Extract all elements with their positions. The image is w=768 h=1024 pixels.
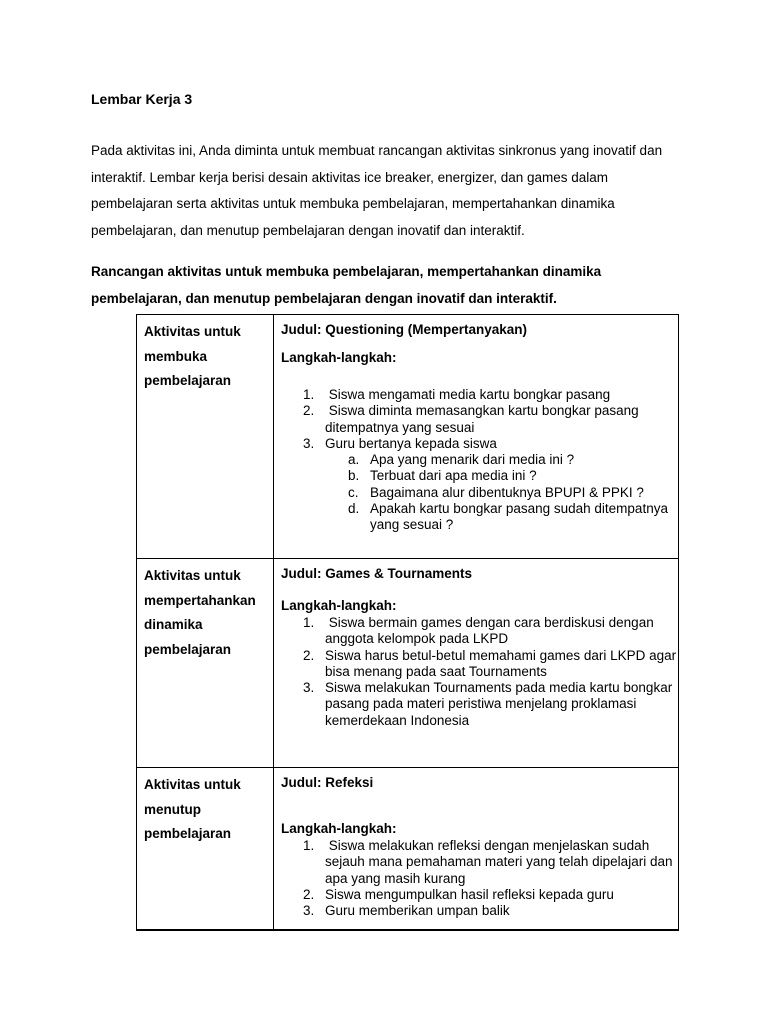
substep-text: Apakah kartu bongkar pasang sudah ditempatnya yang sesuai ? [370, 501, 668, 533]
section-heading: Rancangan aktivitas untuk membuka pembelajaran, mempertahankan dinamika pembelajaran, dan menutup pembelajaran dengan inovatif dan interaktif. [91, 264, 602, 306]
step-number: 3. [303, 903, 315, 919]
activity-label-line: dinamika [144, 617, 203, 632]
langkah-heading: Langkah-langkah: [281, 598, 397, 613]
list-item [281, 436, 678, 534]
list-item [325, 468, 678, 484]
step-text: Siswa bermain games dengan cara berdiskusi dengan anggota kelompok pada LKPD [325, 615, 658, 647]
table-row [137, 768, 679, 930]
table-row [137, 559, 679, 768]
step-number: 2. [303, 886, 315, 902]
steps-list [281, 615, 678, 729]
substep-text: Bagaimana alur dibentuknya BPUPI & PPKI ? [370, 484, 644, 500]
activity-label-line: membuka [144, 348, 208, 364]
substep-letter: a. [348, 452, 360, 468]
step-text: Guru bertanya kepada siswa [325, 435, 497, 451]
activity-label-cell [137, 315, 274, 559]
list-item [281, 615, 678, 648]
step-number: 2. [303, 403, 315, 419]
list-item [281, 387, 678, 403]
step-text: Siswa mengumpulkan hasil refleksi kepada guru [325, 886, 614, 902]
step-number: 3. [303, 435, 315, 451]
step-text: Siswa melakukan Tournaments pada media kartu bongkar pasang pada materi peristiwa menjelang proklamasi kemerdekaan Indonesia [325, 680, 673, 728]
list-item [281, 903, 678, 919]
activity-label-cell [137, 768, 274, 930]
page-title: Lembar Kerja 3 [91, 91, 193, 107]
activity-label-line: pembelajaran [144, 641, 232, 657]
list-item [325, 501, 678, 534]
activity-table [136, 314, 679, 931]
activity-label-line: Aktivitas untuk [144, 777, 241, 792]
activity-label-line: pembelajaran [144, 826, 232, 841]
substep-letter: c. [348, 484, 359, 500]
langkah-heading: Langkah-langkah: [281, 350, 397, 365]
substep-letter: d. [348, 501, 360, 517]
activity-label-line: mempertahankan [144, 592, 256, 608]
activity-label-cell [137, 559, 274, 768]
step-text: Siswa melakukan refleksi dengan menjelaskan sudah sejauh mana pemahaman materi yang telah dipelajari dan apa yang masih kurang [325, 838, 677, 886]
activity-content-cell [274, 315, 679, 559]
step-number: 1. [303, 615, 315, 630]
substeps-list [325, 452, 678, 533]
langkah-heading: Langkah-langkah: [281, 821, 397, 836]
step-text: Guru memberikan umpan balik [325, 903, 510, 919]
activity-judul: Judul: Questioning (Mempertanyakan) [281, 322, 528, 337]
list-item [281, 648, 678, 681]
activity-label-line: pembelajaran [144, 373, 232, 388]
step-number: 1. [303, 387, 315, 402]
list-item [325, 452, 678, 468]
list-item [325, 485, 678, 501]
activity-judul: Judul: Refeksi [281, 775, 374, 790]
activity-label-line: Aktivitas untuk [144, 324, 241, 339]
substep-text: Terbuat dari apa media ini ? [370, 468, 537, 484]
steps-list [281, 387, 678, 534]
activity-label-line: menutup [144, 801, 201, 817]
table-row [137, 315, 679, 559]
step-text: Siswa mengamati media kartu bongkar pasang [325, 387, 611, 402]
activity-content-cell [274, 559, 679, 768]
substep-letter: b. [348, 468, 360, 484]
list-item [281, 887, 678, 903]
substep-text: Apa yang menarik dari media ini ? [370, 452, 575, 468]
step-text: Siswa diminta memasangkan kartu bongkar pasang ditempatnya yang sesuai [325, 403, 643, 435]
step-number: 3. [303, 680, 315, 696]
activity-content-cell [274, 768, 679, 930]
activity-judul: Judul: Games & Tournaments [281, 566, 473, 581]
steps-list [281, 838, 678, 919]
list-item [281, 680, 678, 729]
intro-paragraph: Pada aktivitas ini, Anda diminta untuk membuat rancangan aktivitas sinkronus yang inovatif dan interaktif. Lembar kerja berisi desain aktivitas ice breaker, energizer, dan games dalam pembelajaran serta aktivitas untuk membuka pembelajaran, mempertahankan dinamika pembelajaran, dan menutup pembelajaran dengan inovatif dan interaktif. [91, 143, 663, 238]
step-text: Siswa harus betul-betul memahami games dari LKPD agar bisa menang pada saat Tournaments [325, 647, 677, 679]
step-number: 2. [303, 647, 315, 663]
list-item [281, 403, 678, 436]
activity-label-line: Aktivitas untuk [144, 568, 241, 583]
step-number: 1. [303, 838, 315, 853]
list-item [281, 838, 678, 887]
